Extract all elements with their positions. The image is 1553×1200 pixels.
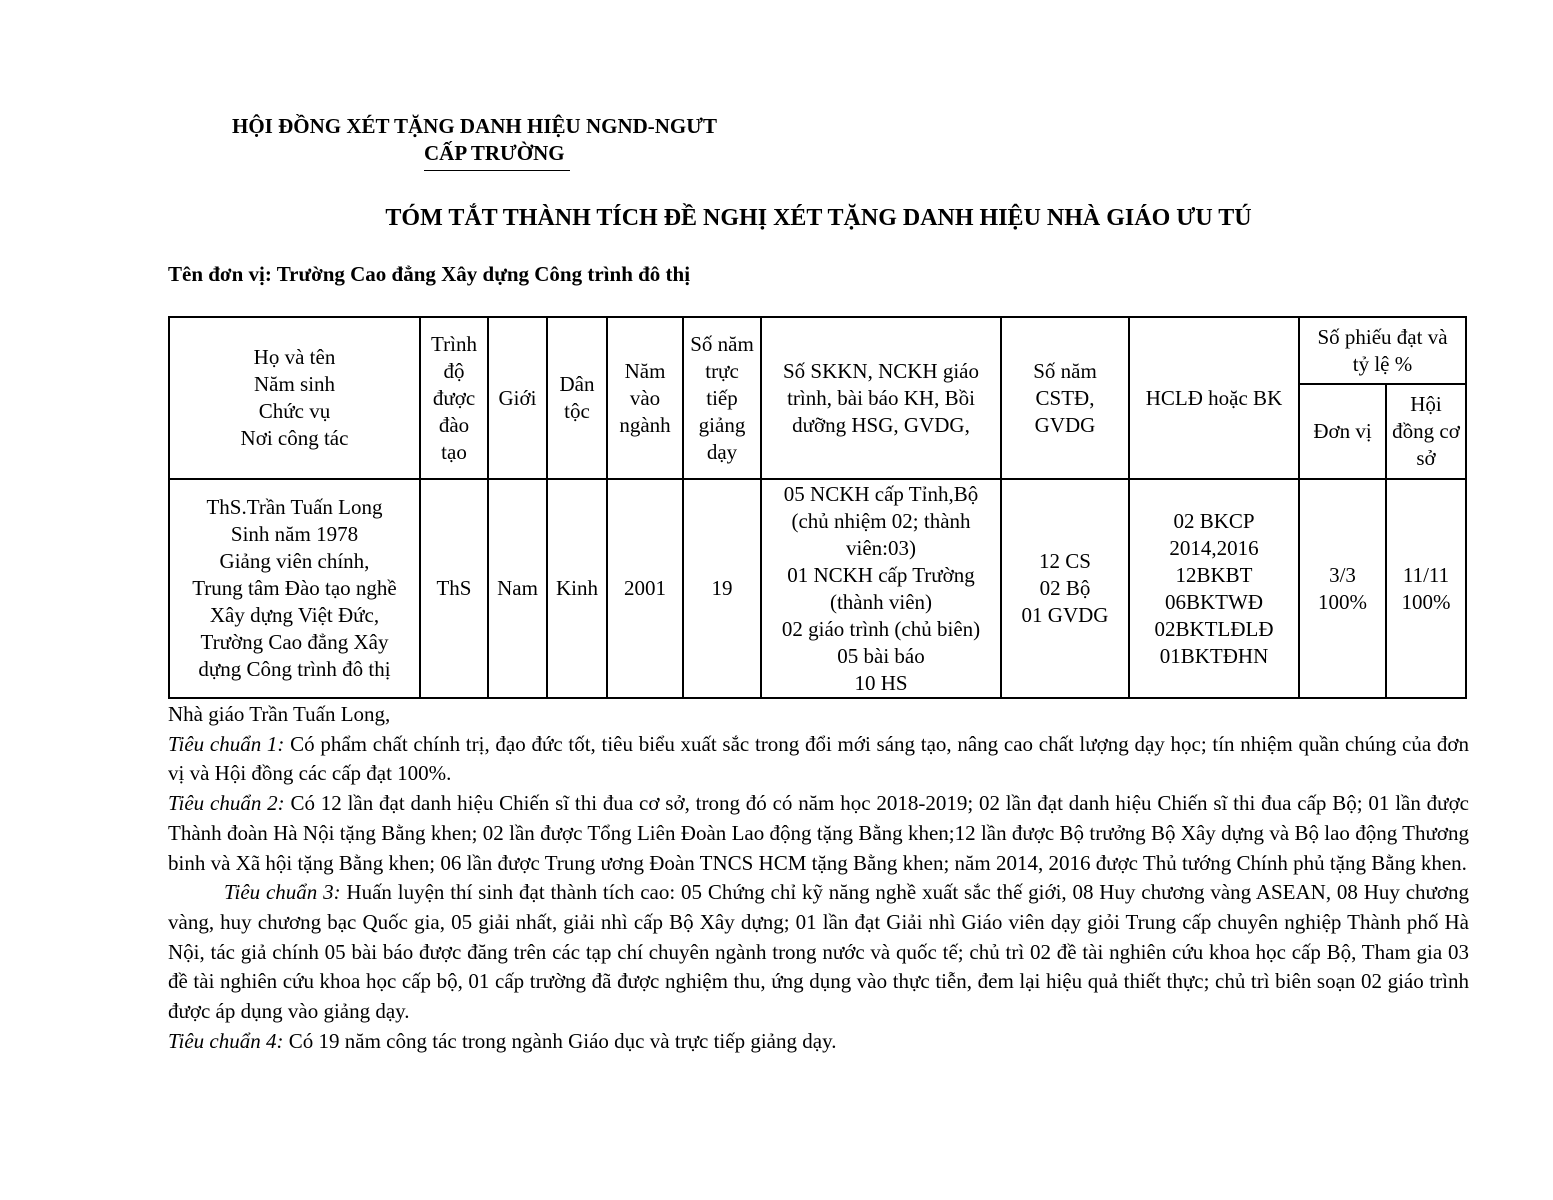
council-line2: CẤP TRƯỜNG bbox=[424, 141, 565, 165]
criterion-4-label: Tiêu chuẩn 4: bbox=[168, 1028, 284, 1053]
criterion-1-label: Tiêu chuẩn 1: bbox=[168, 731, 285, 756]
header-cstd: Số năm CSTĐ, GVDG bbox=[1001, 317, 1129, 479]
council-underline bbox=[424, 170, 570, 171]
council-line1: HỘI ĐỒNG XÉT TẶNG DANH HIỆU NGND-NGƯT bbox=[232, 114, 717, 138]
summary-body bbox=[168, 700, 1469, 1056]
cell-gender: Nam bbox=[488, 479, 547, 698]
criterion-3 bbox=[168, 878, 1469, 1027]
header-awards: HCLĐ hoặc BK bbox=[1129, 317, 1299, 479]
header-votes: Số phiếu đạt và tỷ lệ % bbox=[1299, 317, 1466, 384]
intro-paragraph: Nhà giáo Trần Tuấn Long, bbox=[168, 702, 391, 726]
header-votes-unit: Đơn vị bbox=[1299, 384, 1386, 479]
cell-ethnicity: Kinh bbox=[547, 479, 607, 698]
criterion-2-label: Tiêu chuẩn 2: bbox=[168, 791, 285, 816]
criterion-3-label: Tiêu chuẩn 3: bbox=[224, 880, 341, 905]
criterion-4 bbox=[168, 1027, 1469, 1057]
criterion-1 bbox=[168, 730, 1469, 789]
header-degree: Trình độ được đào tạo bbox=[420, 317, 488, 479]
cell-awards: 02 BKCP 2014,2016 12BKBT 06BKTWĐ 02BKTLĐLĐ 01BKTĐHN bbox=[1129, 479, 1299, 698]
header-votes-council: Hội đồng cơ sở bbox=[1386, 384, 1466, 479]
criterion-2 bbox=[168, 789, 1469, 878]
cell-votes-unit: 3/3 100% bbox=[1299, 479, 1386, 698]
header-row bbox=[169, 317, 1466, 384]
cell-votes-council: 11/11 100% bbox=[1386, 479, 1466, 698]
cell-years-teaching: 19 bbox=[683, 479, 761, 698]
achievement-table bbox=[168, 316, 1467, 699]
criterion-2-text: Có 12 lần đạt danh hiệu Chiến sĩ thi đua cơ sở, trong đó có năm học 2018-2019; 02 lần đạt danh hiệu Chiến sĩ thi đua cấp Bộ; 01 lần được Thành đoàn Hà Nội tặng Bằng khen; 02 lần được Tổng Liên Đoàn Lao động tặng Bằng khen;12 lần được Bộ trưởng Bộ Xây dựng và Bộ lao động Thương binh và Xã hội tặng Bằng khen; 06 lần được Trung ương Đoàn TNCS HCM tặng Bằng khen; năm 2014, 2016 được Thủ tướng Chính phủ tặng Bằng khen. bbox=[168, 791, 1469, 875]
council-header bbox=[232, 113, 717, 167]
header-ethnicity: Dân tộc bbox=[547, 317, 607, 479]
header-gender: Giới bbox=[488, 317, 547, 479]
header-name: Họ và tên Năm sinh Chức vụ Nơi công tác bbox=[169, 317, 420, 479]
cell-cstd: 12 CS 02 Bộ 01 GVDG bbox=[1001, 479, 1129, 698]
cell-degree: ThS bbox=[420, 479, 488, 698]
criterion-4-text: Có 19 năm công tác trong ngành Giáo dục và trực tiếp giảng dạy. bbox=[283, 1028, 837, 1053]
unit-name: Tên đơn vị: Trường Cao đẳng Xây dựng Công trình đô thị bbox=[168, 262, 691, 286]
cell-year-entry: 2001 bbox=[607, 479, 683, 698]
cell-research: 05 NCKH cấp Tỉnh,Bộ (chủ nhiệm 02; thành viên:03) 01 NCKH cấp Trường (thành viên) 02 giáo trình (chủ biên) 05 bài báo 10 HS bbox=[761, 479, 1001, 698]
header-year-entry: Năm vào ngành bbox=[607, 317, 683, 479]
cell-name: ThS.Trần Tuấn Long Sinh năm 1978 Giảng viên chính, Trung tâm Đào tạo nghề Xây dựng Việt Đức, Trường Cao đẳng Xây dựng Công trình đô thị bbox=[169, 479, 420, 698]
document-title: TÓM TẮT THÀNH TÍCH ĐỀ NGHỊ XÉT TẶNG DANH HIỆU NHÀ GIÁO ƯU TÚ bbox=[385, 205, 1252, 231]
table-row bbox=[169, 479, 1466, 698]
header-years-teaching: Số năm trực tiếp giảng dạy bbox=[683, 317, 761, 479]
criterion-1-text: Có phẩm chất chính trị, đạo đức tốt, tiêu biểu xuất sắc trong đổi mới sáng tạo, nâng cao chất lượng dạy học; tín nhiệm quần chúng của đơn vị và Hội đồng các cấp đạt 100%. bbox=[168, 731, 1469, 786]
header-research: Số SKKN, NCKH giáo trình, bài báo KH, Bồi dưỡng HSG, GVDG, bbox=[761, 317, 1001, 479]
criterion-3-text: Huấn luyện thí sinh đạt thành tích cao: 05 Chứng chỉ kỹ năng nghề xuất sắc thế giới, 08 Huy chương vàng ASEAN, 08 Huy chương vàng, huy chương bạc Quốc gia, 05 giải nhất, giải nhì cấp Bộ Xây dựng; 01 lần đạt Giải nhì Giáo viên dạy giỏi Trung cấp chuyên nghiệp Thành phố Hà Nội, tác giả chính 05 bài báo được đăng trên các tạp chí chuyên ngành trong nước và quốc tế; chủ trì 02 đề tài nghiên cứu khoa học cấp Bộ, Tham gia 03 đề tài nghiên cứu khoa học cấp bộ, 01 cấp trường đã được nghiệm thu, ứng dụng vào thực tiễn, đem lại hiệu quả thiết thực; chủ trì biên soạn 02 giáo trình được áp dụng vào giảng dạy. bbox=[168, 880, 1469, 1024]
